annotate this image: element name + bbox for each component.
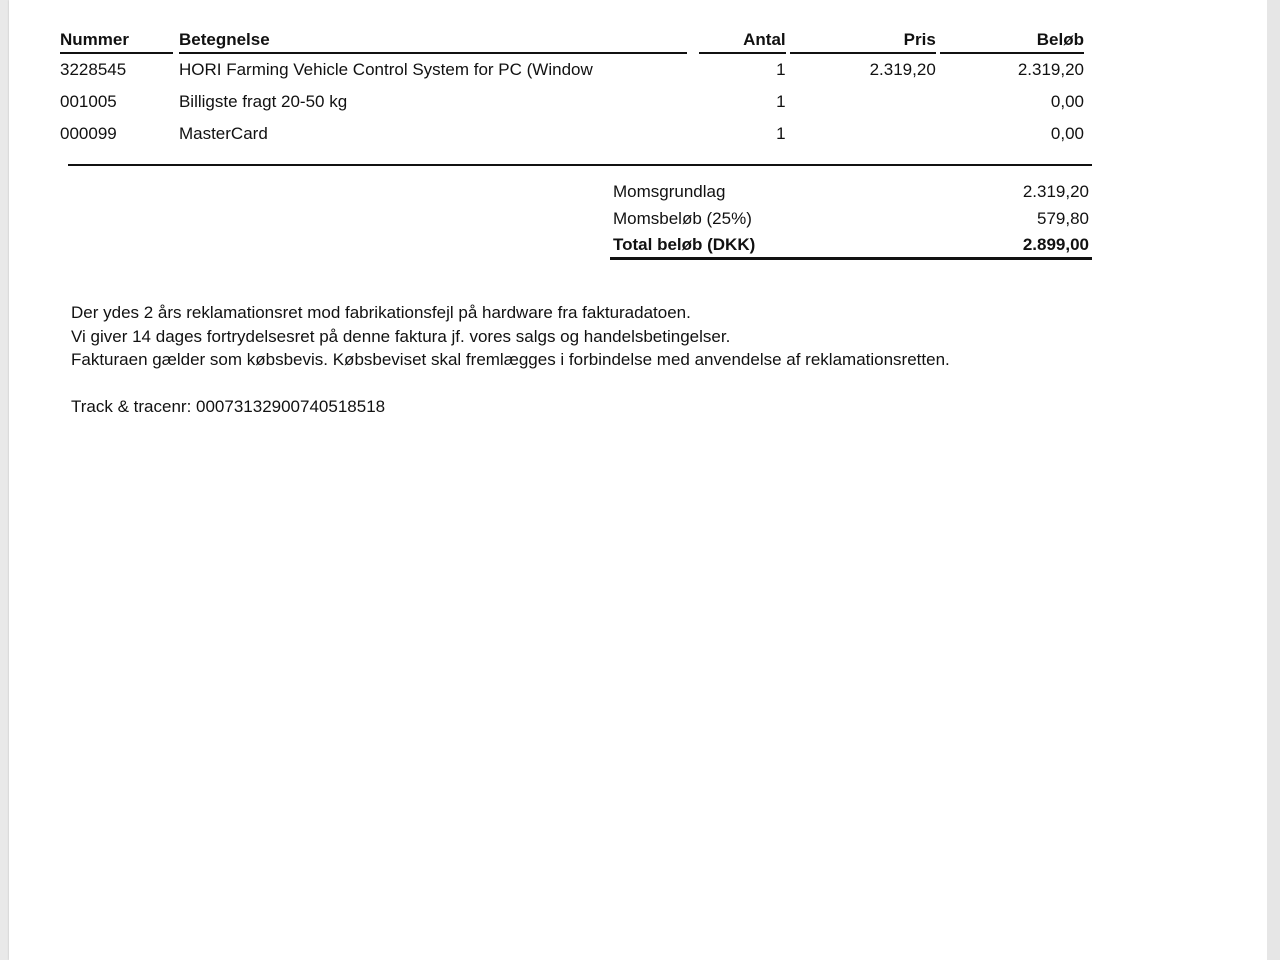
total-row <box>610 232 1092 260</box>
line-number: 001005 <box>60 92 117 111</box>
line-price <box>788 118 938 150</box>
vat-base-value: 2.319,20 <box>1022 182 1089 201</box>
total-label: Total beløb (DKK) <box>613 235 756 254</box>
line-quantity: 1 <box>776 60 786 79</box>
line-number: 000099 <box>60 124 117 143</box>
invoice-lines-table <box>58 26 1086 150</box>
vat-row <box>610 205 1092 232</box>
line-amount: 0,00 <box>1050 124 1084 143</box>
return-policy-note: Vi giver 14 dages fortrydelsesret på denne faktura jf. vores salgs og handelsbetingelser. <box>71 326 731 346</box>
line-description: MasterCard <box>178 124 268 143</box>
table-bottom-rule <box>68 164 1092 166</box>
terms-notes <box>71 301 950 372</box>
line-amount: 2.319,20 <box>1017 60 1084 79</box>
vat-label: Momsbeløb (25%) <box>613 209 752 228</box>
vat-base-label: Momsgrundlag <box>613 182 726 201</box>
total-value: 2.899,00 <box>1022 235 1089 254</box>
viewer-background <box>1267 0 1280 960</box>
column-header-number: Nummer <box>58 26 177 54</box>
table-row <box>58 86 1086 118</box>
warranty-note: Der ydes 2 års reklamationsret mod fabrikationsfejl på hardware fra fakturadatoen. <box>71 303 691 322</box>
table-header-row <box>58 26 1086 54</box>
proof-of-purchase-note: Fakturaen gælder som købsbevis. Købsbeviset skal fremlægges i forbindelse med anvendelse af reklamationsretten. <box>71 350 950 369</box>
totals-block <box>610 178 1092 260</box>
line-price: 2.319,20 <box>869 60 936 79</box>
tracking-number: Track & tracenr: 00073132900740518518 <box>71 397 386 416</box>
column-header-description: Betegnelse <box>177 26 689 54</box>
table-row <box>58 118 1086 150</box>
table-row <box>58 54 1086 86</box>
column-header-price: Pris <box>788 26 938 54</box>
line-description: HORI Farming Vehicle Control System for PC (Window <box>178 60 593 79</box>
line-price <box>788 86 938 118</box>
line-amount: 0,00 <box>1050 92 1084 111</box>
column-header-quantity: Antal <box>697 26 788 54</box>
line-description: Billigste fragt 20-50 kg <box>178 92 348 111</box>
line-quantity: 1 <box>776 124 786 143</box>
line-quantity: 1 <box>776 92 786 111</box>
line-number: 3228545 <box>60 60 127 79</box>
column-header-amount: Beløb <box>938 26 1086 54</box>
vat-value: 579,80 <box>1037 209 1089 228</box>
vat-base-row <box>610 178 1092 205</box>
